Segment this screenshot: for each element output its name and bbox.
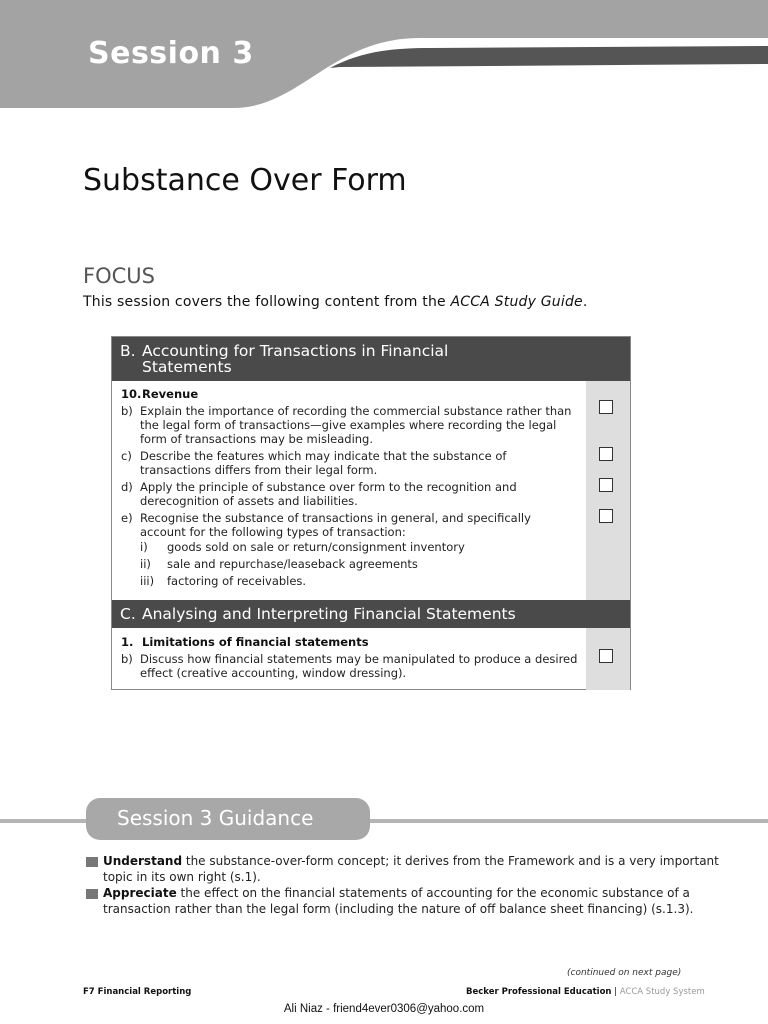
point-b-line2: the legal form of transactions—give examples where recording the legal: [140, 418, 557, 432]
bullet-square-icon: [86, 857, 98, 867]
point-c-line1: Describe the features which may indicate that the substance of: [140, 449, 507, 463]
study-guide-box: [111, 336, 631, 690]
point-label: b): [121, 652, 133, 666]
item-10-heading: 10.Revenue: [121, 387, 199, 401]
continued-note: (continued on next page): [567, 968, 682, 978]
bullet-square-icon: [86, 889, 98, 899]
guidance-bullet-2-line2: transaction rather than the legal form (including the nature of off balance sheet financing) (s.1.3).: [103, 902, 694, 916]
subpoint-text: factoring of receivables.: [167, 574, 307, 588]
point-e-line1: Recognise the substance of transactions in general, and specifically: [140, 511, 531, 525]
guidance-heading: Session 3 Guidance: [86, 798, 370, 840]
study-guide-title: ACCA Study Guide: [450, 294, 583, 310]
checkbox-b-c[interactable]: [599, 447, 613, 461]
checkbox-b-b[interactable]: [599, 400, 613, 414]
focus-heading: FOCUS: [83, 264, 155, 288]
focus-intro: This session covers the following content from the ACCA Study Guide.: [83, 294, 588, 310]
footer-course: F7 Financial Reporting: [83, 987, 192, 997]
guidance-bullet-1-line1: Understand the substance-over-form concept; it derives from the Framework and is a very important: [103, 854, 719, 868]
subpoint-label: iii): [140, 574, 155, 588]
point-label: d): [121, 480, 133, 494]
point-c-b-line2: effect (creative accounting, window dressing).: [140, 666, 407, 680]
watermark-text: Ali Niaz - friend4ever0306@yahoo.com: [283, 1003, 485, 1015]
point-label: c): [121, 449, 132, 463]
checkbox-b-e[interactable]: [599, 509, 613, 523]
section-b-title-line2: Statements: [142, 358, 232, 376]
subpoint-label: ii): [140, 557, 151, 571]
point-b-line3: form of transactions may be misleading.: [140, 432, 374, 446]
section-c-header: [112, 600, 630, 628]
point-c-line2: transactions differs from their legal form.: [140, 463, 378, 477]
footer-publisher: Becker Professional Education | ACCA Study System: [466, 987, 705, 997]
checkbox-c-b[interactable]: [599, 649, 613, 663]
point-d-line2: derecognition of assets and liabilities.: [140, 494, 358, 508]
session-title: Session 3: [88, 36, 254, 71]
section-b-checkbox-column: [586, 381, 630, 600]
point-d-line1: Apply the principle of substance over form to the recognition and: [140, 480, 517, 494]
point-b-line1: Explain the importance of recording the commercial substance rather than: [140, 404, 572, 418]
point-e-line2: account for the following types of transaction:: [140, 525, 406, 539]
subpoint-text: sale and repurchase/leaseback agreements: [167, 557, 418, 571]
section-b-header: [112, 337, 630, 381]
page-title: Substance Over Form: [83, 163, 407, 198]
point-c-b-line1: Discuss how financial statements may be manipulated to produce a desired: [140, 652, 578, 666]
section-c-checkbox-column: [586, 628, 630, 690]
section-c-letter: C.: [120, 605, 136, 623]
point-label: e): [121, 511, 133, 525]
subpoint-text: goods sold on sale or return/consignment inventory: [167, 540, 465, 554]
subpoint-label: i): [140, 540, 148, 554]
section-b-title-line1: Accounting for Transactions in Financial: [142, 342, 449, 360]
section-b-letter: B.: [120, 342, 136, 360]
section-c-title: Analysing and Interpreting Financial Statements: [142, 605, 516, 623]
item-1-heading: 1. Limitations of financial statements: [121, 635, 369, 649]
guidance-bullet-2-line1: Appreciate the effect on the financial statements of accounting for the economic substance of a: [103, 886, 690, 900]
checkbox-b-d[interactable]: [599, 478, 613, 492]
guidance-bullet-1-line2: topic in its own right (s.1).: [103, 870, 261, 884]
point-label: b): [121, 404, 133, 418]
